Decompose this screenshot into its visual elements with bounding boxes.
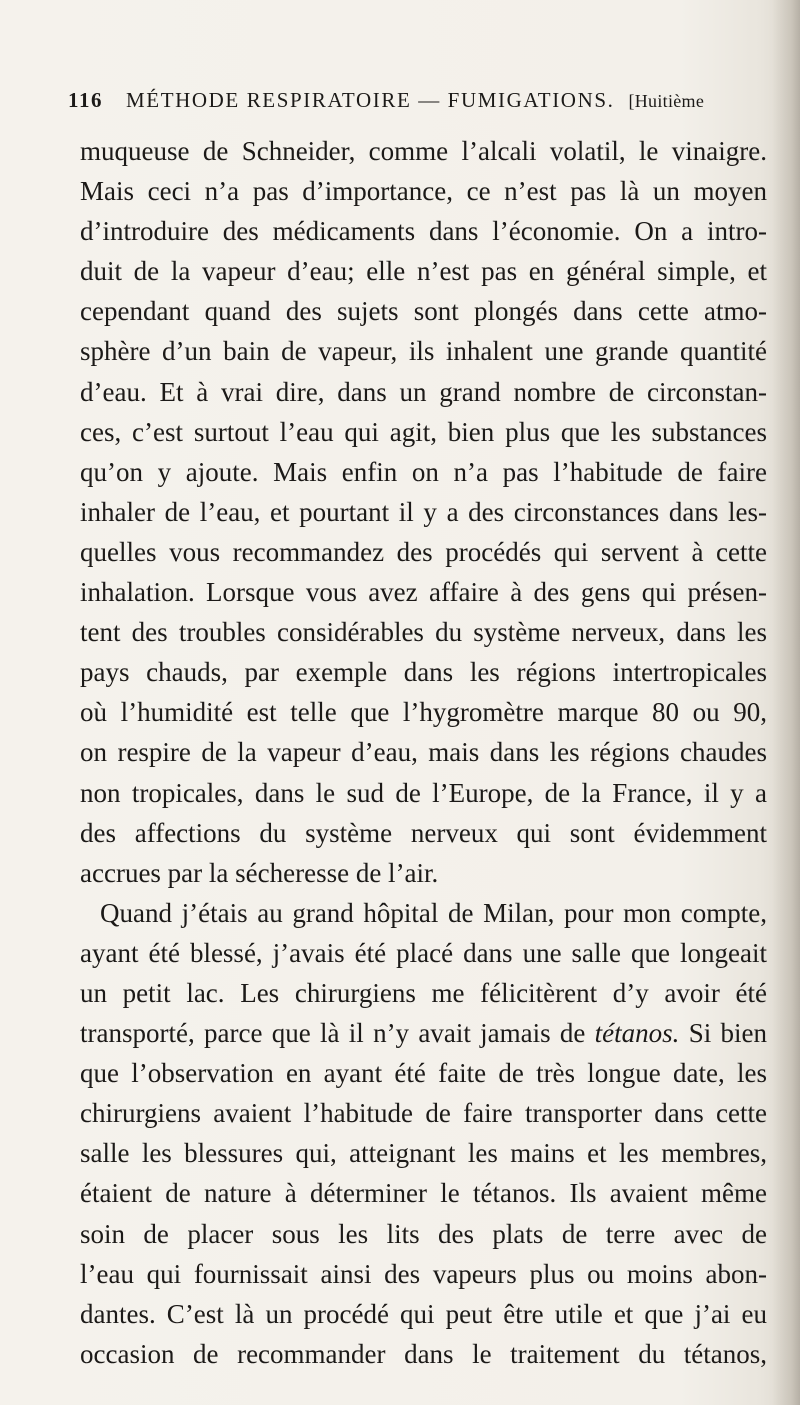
text-line: cependant quand des sujets sont plongés dans cette atmo- [80, 296, 767, 327]
text-line: d’eau. Et à vrai dire, dans un grand nombre de circonstan- [80, 376, 767, 407]
text-line-with-italic [80, 1013, 767, 1053]
paragraph-start-line: Quand j’étais au grand hôpital de Milan, pour mon compte, [100, 897, 767, 928]
text-line: salle les blessures qui, atteignant les mains et les membres, [80, 1138, 767, 1169]
text-line: on respire de la vapeur d’eau, mais dans les régions chaudes [80, 737, 767, 768]
page-edge-shadow [772, 0, 800, 1405]
text-line: que l’observation en ayant été faite de très longue date, les [80, 1058, 767, 1089]
text-line: un petit lac. Les chirurgiens me félicitèrent d’y avoir été [80, 977, 767, 1008]
text-line: des affections du système nerveux qui sont évidemment [80, 817, 767, 848]
text-line: quelles vous recommandez des procédés qui servent à cette [80, 536, 767, 567]
text-line: où l’humidité est telle que l’hygromètre marque 80 ou 90, [80, 697, 767, 728]
text-line: occasion de recommander dans le traitement du tétanos, [80, 1338, 767, 1369]
running-header [68, 88, 768, 118]
paragraph-end-line: accrues par la sécheresse de l’air. [80, 857, 439, 888]
text-line: pays chauds, par exemple dans les régions intertropicales [80, 657, 767, 688]
text-line: tent des troubles considérables du système nerveux, dans les [80, 617, 767, 648]
text-line: l’eau qui fournissait ainsi des vapeurs plus ou moins abon- [80, 1258, 767, 1289]
text-line: qu’on y ajoute. Mais enfin on n’a pas l’habitude de faire [80, 456, 767, 487]
text-line: muqueuse de Schneider, comme l’alcali volatil, le vinaigre. [80, 136, 767, 166]
text-line: Mais ceci n’a pas d’importance, ce n’est pas là un moyen [80, 176, 767, 207]
text-line: dantes. C’est là un procédé qui peut être utile et que j’ai eu [80, 1298, 767, 1329]
text-line: sphère d’un bain de vapeur, ils inhalent une grande quantité [80, 336, 767, 367]
text-line: chirurgiens avaient l’habitude de faire transporter dans cette [80, 1098, 767, 1129]
running-section: [Huitième [628, 91, 705, 111]
text-segment: transporté, parce que là il n’y avait jamais de [80, 1018, 586, 1049]
text-line: non tropicales, dans le sud de l’Europe, de la France, il y a [80, 777, 767, 808]
text-line: étaient de nature à déterminer le tétanos. Ils avaient même [80, 1178, 767, 1209]
text-line: inhalation. Lorsque vous avez affaire à des gens qui présen- [80, 577, 767, 608]
text-line: ayant été blessé, j’avais été placé dans une salle que longeait [80, 937, 767, 968]
text-line: duit de la vapeur d’eau; elle n’est pas en général simple, et [80, 256, 767, 287]
text-line: ces, c’est surtout l’eau qui agit, bien plus que les substances [80, 416, 767, 447]
running-title: MÉTHODE RESPIRATOIRE — FUMIGATIONS. [126, 88, 615, 112]
page-number: 116 [68, 88, 104, 112]
text-line: soin de placer sous les lits des plats de terre avec de [80, 1218, 767, 1249]
text-segment: Si bien [688, 1018, 767, 1049]
body-text [80, 131, 767, 1374]
text-line: d’introduire des médicaments dans l’économie. On a intro- [80, 216, 767, 247]
italic-term: tétanos. [594, 1018, 680, 1049]
text-line: inhaler de l’eau, et pourtant il y a des circonstances dans les- [80, 496, 767, 527]
